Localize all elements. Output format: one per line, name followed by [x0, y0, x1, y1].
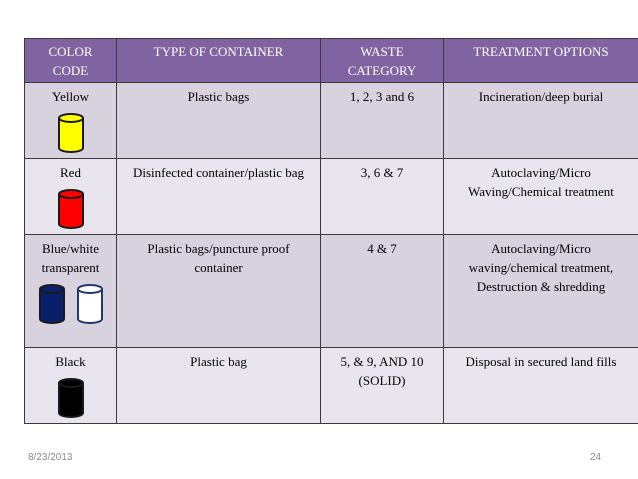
table-row-yellow [25, 83, 638, 159]
footer-date: 8/23/2013 [28, 452, 73, 463]
table-header-row [25, 39, 638, 83]
color-name: Red [60, 165, 81, 180]
container-swatches [30, 188, 111, 230]
container-swatches [30, 112, 111, 154]
treatment-cell: Autoclaving/Micro Waving/Chemical treatment [444, 159, 638, 235]
table-row-black [25, 348, 638, 424]
bin-icon [57, 112, 85, 154]
treatment-cell: Disposal in secured land fills [444, 348, 638, 424]
color-name: Blue/white transparent [41, 241, 100, 275]
color-cell [25, 83, 117, 159]
waste-color-code-table [24, 38, 638, 424]
bin-icon [38, 283, 66, 325]
header-color-code: COLOR CODE [25, 39, 117, 83]
bin-icon [57, 377, 85, 419]
bin-icon [76, 283, 104, 325]
waste-category-cell: 4 & 7 [321, 235, 444, 348]
bin-icon [57, 188, 85, 230]
table-row-blue-white [25, 235, 638, 348]
color-cell [25, 348, 117, 424]
treatment-cell: Incineration/deep burial [444, 83, 638, 159]
container-swatches [30, 283, 111, 325]
waste-category-cell: 1, 2, 3 and 6 [321, 83, 444, 159]
waste-category-cell: 3, 6 & 7 [321, 159, 444, 235]
header-waste-category: WASTE CATEGORY [321, 39, 444, 83]
color-name: Yellow [52, 89, 89, 104]
waste-category-cell: 5, & 9, AND 10 (SOLID) [321, 348, 444, 424]
color-name: Black [55, 354, 86, 369]
color-cell [25, 235, 117, 348]
header-type-of-container: TYPE OF CONTAINER [117, 39, 321, 83]
container-type-cell: Plastic bags/puncture proof container [117, 235, 321, 348]
container-type-cell: Plastic bags [117, 83, 321, 159]
footer-page-number: 24 [590, 452, 602, 463]
color-cell [25, 159, 117, 235]
container-type-cell: Plastic bag [117, 348, 321, 424]
header-treatment-options: TREATMENT OPTIONS [444, 39, 638, 83]
container-type-cell: Disinfected container/plastic bag [117, 159, 321, 235]
container-swatches [30, 377, 111, 419]
table-row-red [25, 159, 638, 235]
treatment-cell: Autoclaving/Micro waving/chemical treatment, Destruction & shredding [444, 235, 638, 348]
